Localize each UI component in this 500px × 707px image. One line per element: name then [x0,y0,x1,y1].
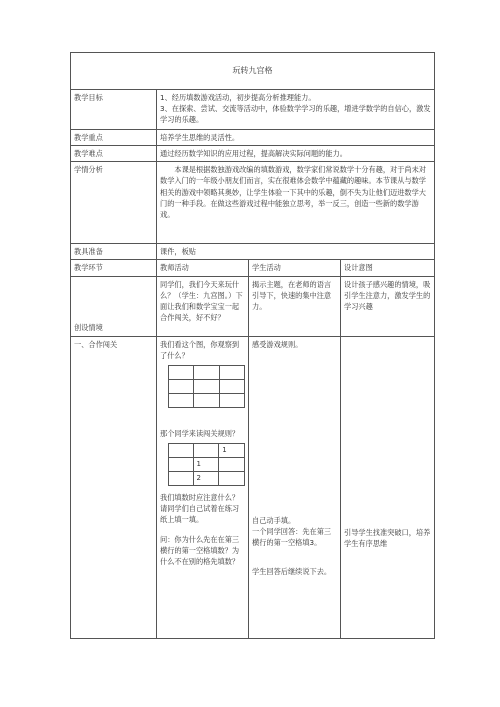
grid-cell: 2 [193,472,219,486]
key-point-row [71,130,435,146]
teacher-question-2: 那个同学来读闯关规则？ [160,428,240,438]
intro-row [71,276,435,336]
teacher-question-4: 问：你为什么先在在第三横行的第一空格填数？为什么不在别的格先填数？ [160,534,240,566]
prep-text: 课件，板贴 [157,244,435,260]
stage1-label: 一、合作闯关 [71,336,157,638]
difficulty-text: 通过经历数学知识的应用过程，提高解决实际问题的能力。 [157,146,435,162]
intro-label: 创设情境 [71,276,157,336]
empty-grid-figure [168,365,245,408]
intro-teacher: 同学们，我们今天来玩什么？（学生：九宫图。）下面让我们和数学宝宝一起合作闯关，好不好？ [157,276,249,336]
difficulty-row [71,146,435,162]
stage1-student [249,336,341,638]
grid-cell: 1 [219,444,245,458]
analysis-row [71,162,435,244]
student-activity-1: 感受游戏规则。 [252,339,303,349]
teacher-header: 教师活动 [157,260,249,276]
title-row [71,53,435,90]
goals-content [157,90,435,130]
prep-label: 教具准备 [71,244,157,260]
student-activity-3: 一个同学回答：先在第三横行的第一空格填3。 [252,526,332,548]
goals-row [71,90,435,130]
clue-grid-figure [168,443,245,486]
teacher-question-1: 我们看这个图，你观察到了什么？ [160,339,240,360]
student-activity-4: 学生回答后继续说下去。 [252,567,332,577]
steps-label: 教学环节 [71,260,157,276]
page-title: 玩转九宫格 [71,53,435,90]
intent-header: 设计意图 [341,260,435,276]
prep-row [71,244,435,260]
intro-student: 揭示主题，在老师的语言引导下，快速的集中注意力。 [249,276,341,336]
teacher-instruction: 请同学们自己试着在练习纸上填一填。 [160,504,240,525]
goals-label: 教学目标 [71,90,157,130]
goal-line-1: 1、经历填数游戏活动，初步提高分析推理能力。 [160,93,316,102]
teacher-question-3: 我们填数时应注意什么？ [160,493,240,503]
student-header: 学生活动 [249,260,341,276]
goal-line-2: 3、在探索、尝试、交流等活动中，体验数学学习的乐趣，增进学数学的自信心，激发学习的乐趣。 [160,104,431,125]
stage1-teacher [157,336,249,638]
stage1-intent [341,336,435,638]
lesson-plan-table [70,52,435,639]
steps-header-row [71,260,435,276]
student-activity-2: 自己动手填。 [252,515,296,525]
grid-cell: 1 [193,458,219,472]
stage1-row [71,336,435,638]
analysis-label: 学情分析 [71,162,157,244]
key-point-text: 培养学生思维的灵活性。 [157,130,435,146]
intent-text: 引导学生找准突破口，培养学生有序思维 [344,527,431,548]
intro-intent: 设计孩子感兴趣的情境，吸引学生注意力，激发学生的学习兴趣 [341,276,435,336]
key-point-label: 教学重点 [71,130,157,146]
analysis-text: 本课是根据数独游戏改编的填数游戏，数学家们常说数学十分有趣，对于尚未对数学入门的一年级小朋友们而言，实在很难体会数学中蕴藏的趣味。本节课从与数学相关的游戏中领略其奥妙，让学生体验一下其中的乐趣，倒不失为让他们迈进数学大门的一种手段。在做这些游戏过程中能独立思考，举一反三，创造一些新的数学游戏。 [157,162,435,244]
difficulty-label: 教学难点 [71,146,157,162]
